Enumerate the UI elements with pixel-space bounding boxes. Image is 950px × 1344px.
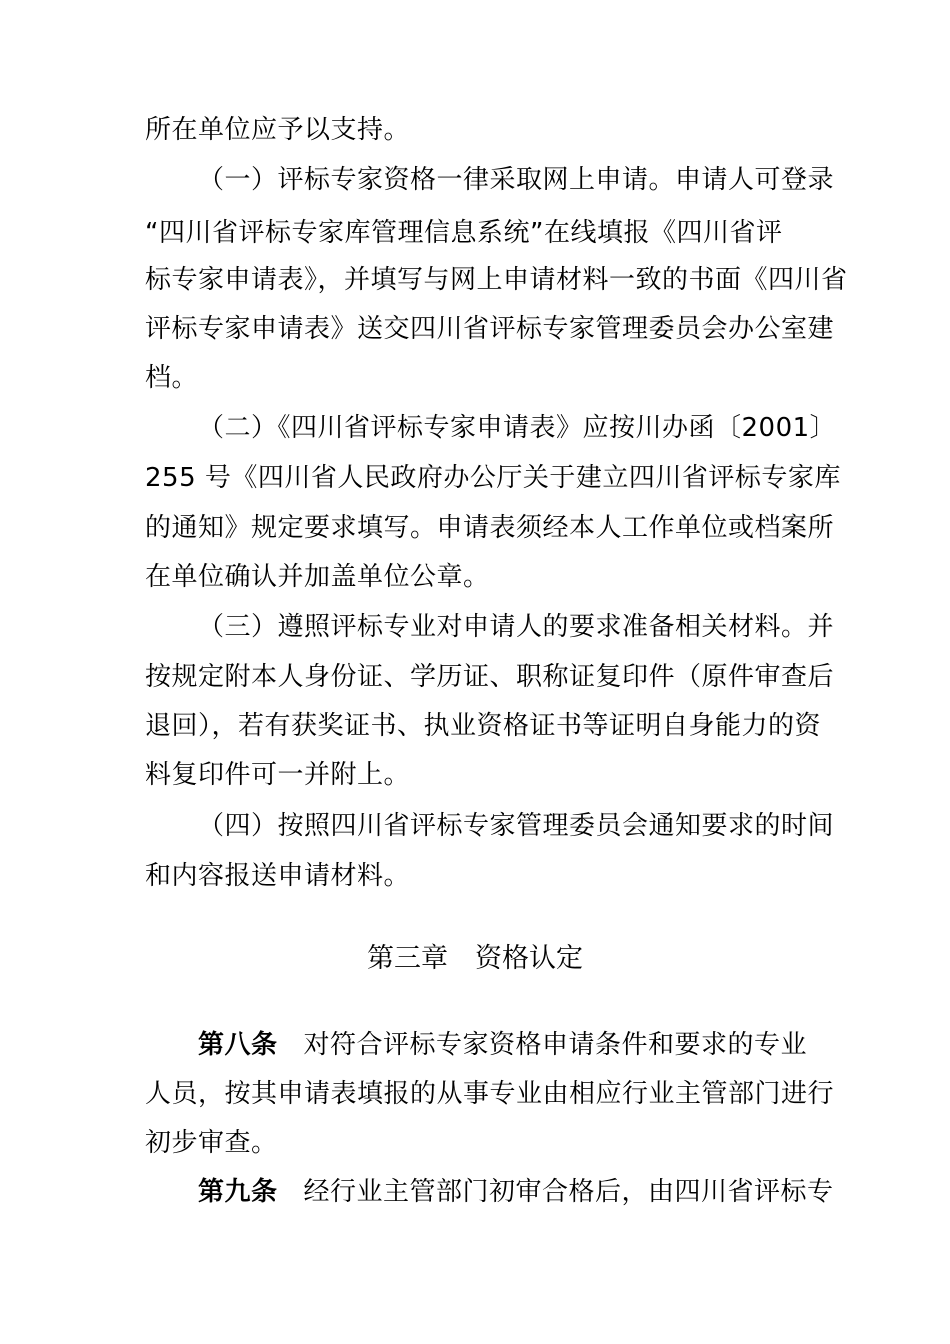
- chapter-heading: 第三章 资格认定: [367, 943, 583, 974]
- body-text-line: 评标专家申请表》送交四川省评标专家管理委员会办公室建: [145, 314, 835, 344]
- body-text-line: （三）遵照评标专业对申请人的要求准备相关材料。并: [198, 612, 835, 642]
- article-8-line: [198, 1027, 807, 1063]
- body-text-line: 退回），若有获奖证书、执业资格证书等证明自身能力的资: [145, 711, 822, 741]
- article-8-text: 对符合评标专家资格申请条件和要求的专业: [303, 1030, 808, 1060]
- body-text-line: 按规定附本人身份证、学历证、职称证复印件（原件审查后: [145, 662, 835, 692]
- body-text-line: 人员，按其申请表填报的从事专业由相应行业主管部门进行: [145, 1079, 835, 1109]
- body-text-line: “四川省评标专家库管理信息系统”在线填报《四川省评: [145, 218, 783, 248]
- body-text-line: 255 号《四川省人民政府办公厅关于建立四川省评标专家库: [145, 463, 841, 493]
- article-9-line: [198, 1174, 834, 1210]
- article-8-label: 第八条: [198, 1030, 278, 1060]
- body-text-line: 所在单位应予以支持。: [145, 115, 411, 145]
- body-text-line: （二）《四川省评标专家申请表》应按川办函〔2001〕: [198, 413, 837, 443]
- body-text-line: 的通知》规定要求填写。申请表须经本人工作单位或档案所: [145, 513, 835, 543]
- body-text-line: 初步审查。: [145, 1128, 278, 1158]
- body-text-line: 在单位确认并加盖单位公章。: [145, 562, 490, 592]
- body-text-line: （一）评标专家资格一律采取网上申请。申请人可登录: [198, 165, 835, 195]
- body-text-line: 标专家申请表》，并填写与网上申请材料一致的书面《四川省: [145, 265, 848, 295]
- body-text-line: 档。: [145, 363, 199, 393]
- body-text-line: （四）按照四川省评标专家管理委员会通知要求的时间: [198, 811, 835, 841]
- body-text-line: 料复印件可一并附上。: [145, 760, 411, 790]
- article-9-text: 经行业主管部门初审合格后，由四川省评标专: [303, 1177, 834, 1207]
- article-9-label: 第九条: [198, 1177, 278, 1207]
- body-text-line: 和内容报送申请材料。: [145, 861, 411, 891]
